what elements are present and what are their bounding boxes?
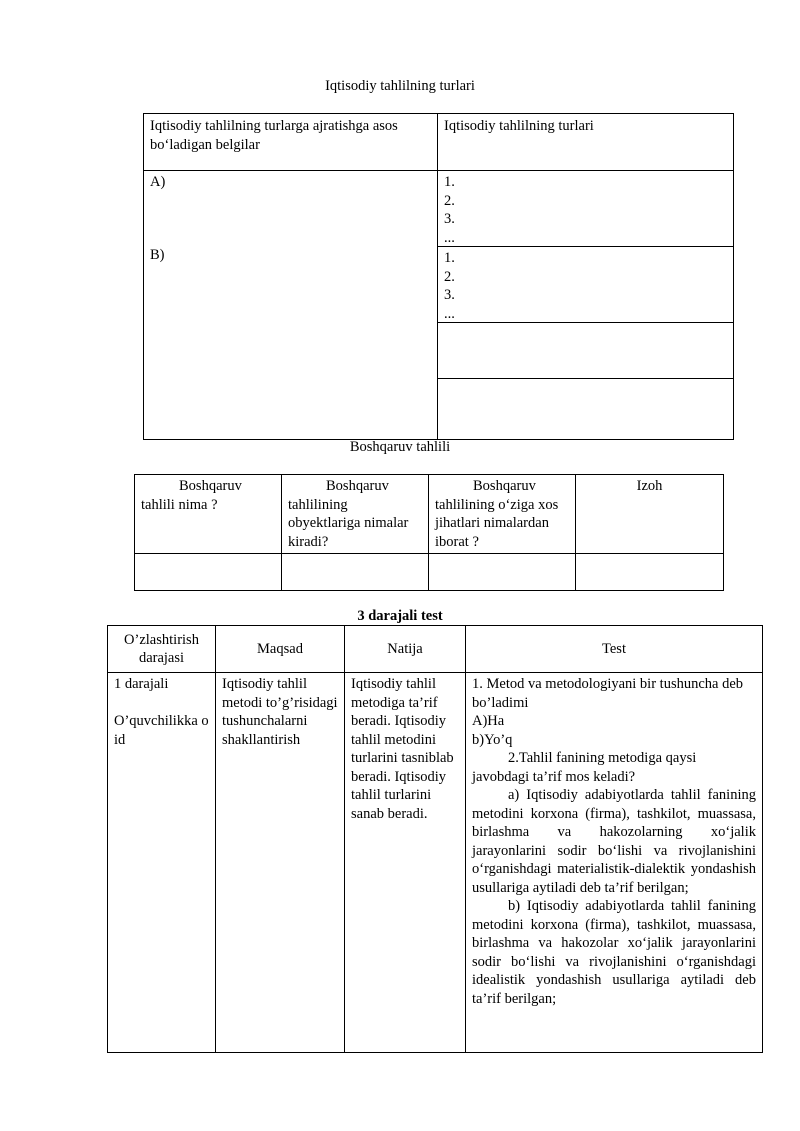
criteria-b-label: B): [150, 247, 165, 263]
types-header-right: Iqtisodiy tahlilning turlari: [438, 114, 734, 171]
list-item: 1.: [444, 250, 455, 266]
option-b: b) Iqtisodiy adabiyotlarda tahlil fanining metodini korxona (firma), tashkilot, muassasa, birlashma va hakozolar xo‘jalik jarayonlarini sodir bo‘lishi va rivojlanishini o‘rganishdagi idealistik yondashish usullariga aytiladi deb ta’rif berilgan;: [472, 898, 756, 1007]
test-table: [107, 625, 763, 1053]
list-item: 2.: [444, 268, 455, 285]
mgmt-header-1: [135, 475, 282, 554]
list-item: ...: [444, 305, 455, 322]
mgmt-header-2-text: Boshqaruv tahlilining obyektlariga nimalar kiradi?: [288, 478, 409, 550]
question-1: 1. Metod va metodologiyani bir tushuncha deb bo’ladimi: [472, 676, 744, 711]
level-text: 1 darajali: [114, 676, 169, 692]
mgmt-empty-cell: [429, 554, 576, 591]
criteria-a-label: A): [150, 174, 166, 190]
test-result-cell: Iqtisodiy tahlil metodiga ta’rif beradi. Iqtisodiy tahlil metodini turlarini tasniblab beradi. Iqtisodiy tahlil turlarini sanab beradi.: [345, 673, 466, 1053]
answer-a1: A)Ha: [472, 713, 505, 729]
test-content-cell: [466, 673, 763, 1053]
types-header-left: Iqtisodiy tahlilning turlarga ajratishga asos bo‘ladigan belgilar: [144, 114, 438, 171]
mgmt-header-4: Izoh: [576, 475, 724, 554]
section2-title: Boshqaruv tahlili: [349, 439, 451, 455]
answer-b1: b)Yo’q: [472, 731, 513, 748]
mgmt-header-3: [429, 475, 576, 554]
types-empty-cell: [438, 323, 734, 379]
mgmt-header-1-text: Boshqaruv tahlili nima ?: [141, 478, 242, 513]
management-table: [134, 474, 724, 591]
test-level-cell: [108, 673, 216, 1053]
mgmt-empty-cell: [282, 554, 429, 591]
list-item: 3.: [444, 211, 455, 227]
test-header-level: O’zlashtirish darajasi: [108, 626, 216, 673]
mgmt-header-3-text: Boshqaruv tahlilining o‘ziga xos jihatlari nimalardan iborat ?: [435, 478, 559, 550]
list-item: 2.: [444, 192, 455, 209]
mgmt-empty-cell: [135, 554, 282, 591]
mgmt-header-2: [282, 475, 429, 554]
types-list-b: [438, 247, 734, 323]
types-table: [143, 113, 734, 440]
list-item: 3.: [444, 287, 455, 303]
mgmt-empty-cell: [576, 554, 724, 591]
list-item: ...: [444, 229, 455, 246]
test-header-test: Test: [466, 626, 763, 673]
types-list-a: [438, 171, 734, 247]
test-header-result: Natija: [345, 626, 466, 673]
test-header-goal: Maqsad: [216, 626, 345, 673]
level-sub-text: O’quvchilikka oid: [114, 713, 209, 748]
test-goal-cell: Iqtisodiy tahlil metodi to’g’risidagi tushunchalarni shakllantirish: [216, 673, 345, 1053]
types-empty-cell: [438, 379, 734, 440]
section3-title: 3 darajali test: [357, 608, 443, 624]
question-2: 2.Tahlil fanining metodiga qaysi javobdagi ta’rif mos keladi?: [472, 750, 697, 785]
types-criteria-cell: [144, 171, 438, 440]
option-a: a) Iqtisodiy adabiyotlarda tahlil fanining metodini korxona (firma), tashkilot, muassasa, birlashma va hakozolarning xo‘jalik jarayonlarini sodir bo‘lishi va rivojlanishini o‘rganishdagi materialistik-dialektik yondashish usullariga aytiladi deb ta’rif berilgan;: [472, 787, 756, 896]
section1-title: Iqtisodiy tahlilning turlari: [325, 78, 475, 94]
list-item: 1.: [444, 174, 455, 190]
